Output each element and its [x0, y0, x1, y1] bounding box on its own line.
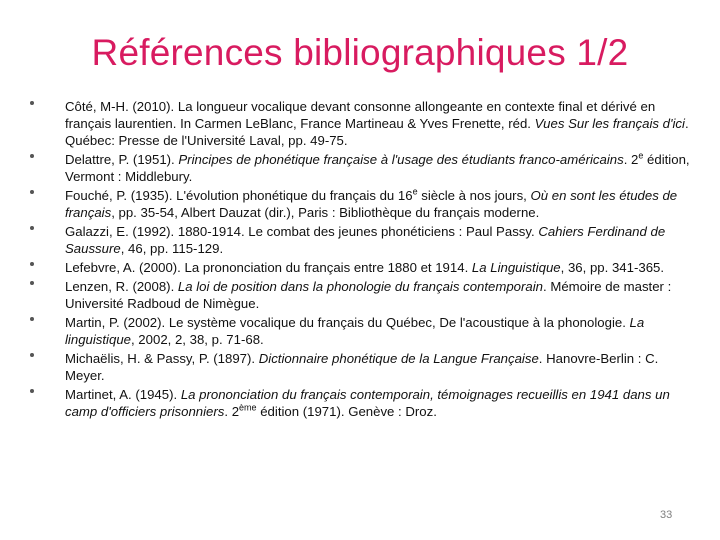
reference-text: Lenzen, R. (2008).	[65, 279, 178, 294]
reference-text: , 36, pp. 341-365.	[560, 260, 665, 275]
page-number: 33	[660, 509, 673, 521]
bullet-icon	[30, 154, 34, 158]
reference-title: La linguistique	[65, 315, 645, 347]
reference-text: . Québec: Presse de l'Université Laval, pp. 49-75.	[65, 116, 689, 148]
reference-text: Côté, M-H. (2010). La longueur vocalique devant consonne allongeante en contexte final et dérivé en français laurentien. In Carmen LeBlanc, France Martineau & Yves Frenette, réd.	[65, 99, 656, 131]
reference-text: . Mémoire de master : Université Radboud de Nimègue.	[65, 279, 672, 311]
reference-item	[28, 314, 692, 348]
reference-item	[28, 350, 692, 384]
reference-title: Cahiers Ferdinand de Saussure	[65, 224, 666, 256]
reference-title: Vues Sur les français d'ici	[534, 116, 685, 131]
reference-title: Principes de phonétique française à l'usage des étudiants franco-américains	[178, 152, 624, 167]
reference-item	[28, 223, 692, 257]
reference-title: La Linguistique	[471, 260, 561, 275]
reference-item	[28, 386, 692, 420]
reference-item	[28, 259, 692, 276]
reference-item	[28, 187, 692, 221]
reference-item	[28, 98, 692, 149]
bullet-icon	[30, 226, 34, 230]
superscript: ème	[239, 402, 257, 413]
reference-text: Lefebvre, A. (2000). La prononciation du français entre 1880 et 1914.	[65, 260, 472, 275]
bullet-icon	[30, 353, 34, 357]
reference-title: Où en sont les études de français	[65, 188, 678, 220]
superscript: e	[412, 186, 418, 197]
bullet-icon	[30, 190, 34, 194]
reference-text: Fouché, P. (1935). L'évolution phonétique du français du 16	[65, 188, 413, 203]
reference-text: . Hanovre-Berlin : C. Meyer.	[65, 351, 659, 383]
bullet-icon	[30, 317, 34, 321]
reference-text: siècle à nos jours,	[417, 188, 531, 203]
bullet-icon	[30, 389, 34, 393]
reference-text: , pp. 35-54, Albert Dauzat (dir.), Paris : Bibliothèque du français moderne.	[111, 205, 540, 220]
reference-text: . 2	[224, 404, 240, 419]
reference-text: Martinet, A. (1945).	[65, 387, 181, 402]
reference-item	[28, 278, 692, 312]
reference-item	[28, 151, 692, 185]
bullet-icon	[30, 101, 34, 105]
slide-title: Références bibliographiques 1/2	[91, 32, 629, 73]
reference-title: Dictionnaire phonétique de la Langue Française	[258, 351, 539, 366]
reference-text: Galazzi, E. (1992). 1880-1914. Le combat des jeunes phonéticiens : Paul Passy.	[65, 224, 539, 239]
reference-text: Delattre, P. (1951).	[65, 152, 179, 167]
reference-text: , 46, pp. 115-129.	[120, 241, 224, 256]
reference-text: édition, Vermont : Middlebury.	[65, 152, 690, 184]
reference-text: . 2	[623, 152, 639, 167]
reference-text: édition (1971). Genève : Droz.	[256, 404, 437, 419]
bullet-icon	[30, 281, 34, 285]
superscript: e	[638, 150, 644, 161]
reference-title: La prononciation du français contemporain, témoignages recueillis en 1941 dans un camp d'officiers prisonniers	[65, 387, 670, 419]
reference-list	[28, 98, 692, 422]
reference-text: , 2002, 2, 38, p. 71-68.	[130, 332, 264, 347]
reference-text: Michaëlis, H. & Passy, P. (1897).	[65, 351, 259, 366]
reference-text: Martin, P. (2002). Le système vocalique du français du Québec, De l'acoustique à la phonologie.	[65, 315, 630, 330]
bullet-icon	[30, 262, 34, 266]
reference-title: La loi de position dans la phonologie du français contemporain	[177, 279, 544, 294]
